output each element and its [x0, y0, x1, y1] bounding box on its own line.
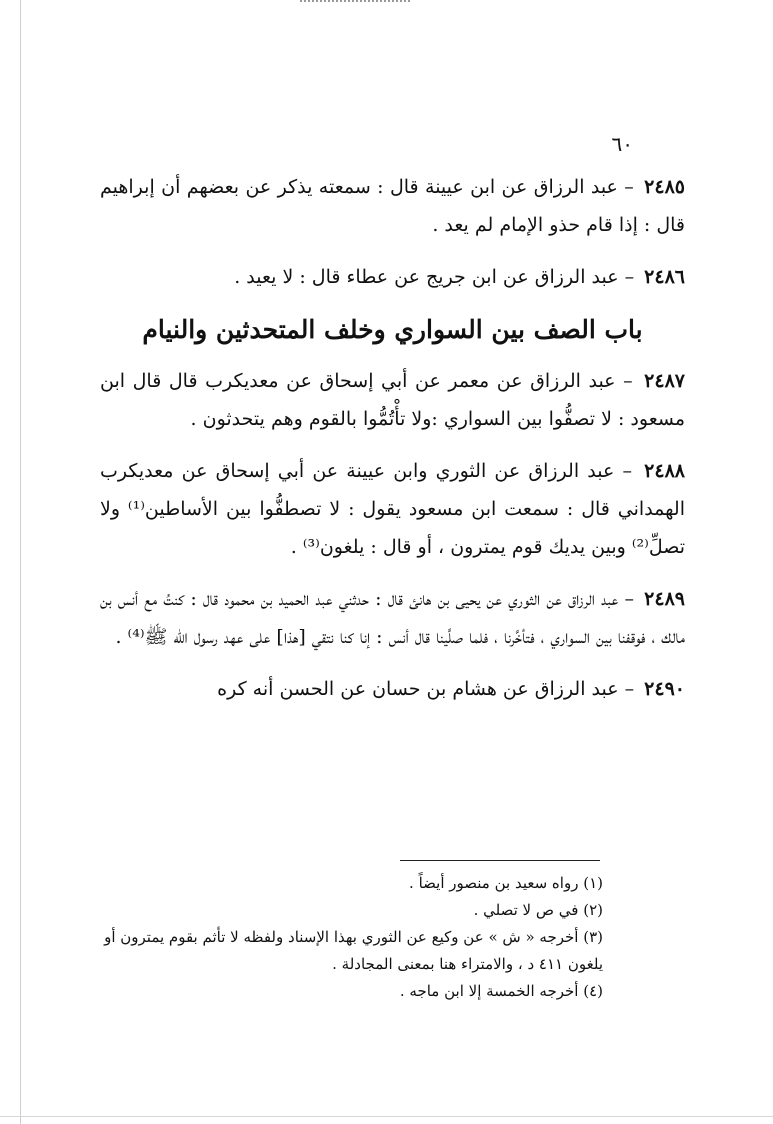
footnote: (٤) أخرجه الخمسة إلا ابن ماجه .: [399, 982, 603, 1000]
hadith-text: – عبد الرزاق عن هشام بن حسان عن الحسن أنه كره: [217, 678, 635, 700]
hadith-text: – عبد الرزاق عن الثوري عن يحيى بن هانئ قال : حدثني عبد الحميد بن محمود قال : كنتُ مع أنس بن مالك ، فوقفنا بين السواري ، فتأخَّرنا ، فلما صلَّينا قال أنس : إنا كنا نتقي [هذا] على عهد رسول الله ﷺ⁽⁴⁾ .: [100, 588, 685, 648]
scan-artifact-bottom-edge: [0, 1116, 773, 1117]
footnotes: [70, 870, 603, 1005]
hadith-text: – عبد الرزاق عن ابن عيينة قال : سمعته يذكر عن بعضهم أن إبراهيم قال : إذا قام حذو الإمام لم يعد .: [100, 176, 685, 236]
hadith-entry: [100, 362, 685, 438]
footnote-separator: [400, 860, 600, 861]
hadith-entry: [100, 580, 685, 656]
scan-artifact-top: [300, 0, 410, 4]
hadith-entry: [100, 258, 685, 296]
hadith-text: – عبد الرزاق عن الثوري وابن عيينة عن أبي إسحاق عن معديكرب الهمداني قال : سمعت ابن مسعود يقول : لا تصطفُّوا بين الأساطين⁽¹⁾ ولا تصلِّ⁽²⁾ وبين يديك قوم يمترون ، أو قال : يلغون⁽³⁾ .: [100, 460, 685, 558]
hadith-number: ٢٤٨٦: [644, 266, 685, 288]
hadith-number: ٢٤٨٨: [644, 460, 685, 482]
hadith-number: ٢٤٨٥: [644, 176, 685, 198]
footnote: (١) رواه سعيد بن منصور أيضاً .: [409, 874, 603, 892]
hadith-number: ٢٤٨٧: [644, 370, 685, 392]
hadith-entry: [100, 670, 685, 708]
scan-artifact-left-edge: [20, 0, 21, 1124]
hadith-entry: [100, 168, 685, 244]
hadith-entry: [100, 452, 685, 566]
hadith-number: ٢٤٩٠: [644, 678, 685, 700]
hadith-text: – عبد الرزاق عن ابن جريج عن عطاء قال : لا يعيد .: [234, 266, 635, 288]
hadith-number: ٢٤٨٩: [644, 588, 685, 610]
hadith-text: – عبد الرزاق عن معمر عن أبي إسحاق عن معديكرب قال قال ابن مسعود : لا تصفُّوا بين السواري :ولا تأْتُمُّوا بالقوم وهم يتحدثون .: [100, 370, 685, 430]
chapter-heading: باب الصف بين السواري وخلف المتحدثين والنيام: [142, 315, 643, 344]
footnote: (٢) في ص لا تصلي .: [473, 901, 603, 919]
page-number: ٦٠: [611, 132, 633, 156]
main-text: [100, 168, 685, 722]
footnote: (٣) أخرجه « ش » عن وكيع عن الثوري بهذا الإسناد ولفظه لا تأثم بقوم يمترون أو يلغون ٤١١ د ، والامتراء هنا بمعنى المجادلة .: [104, 928, 603, 973]
